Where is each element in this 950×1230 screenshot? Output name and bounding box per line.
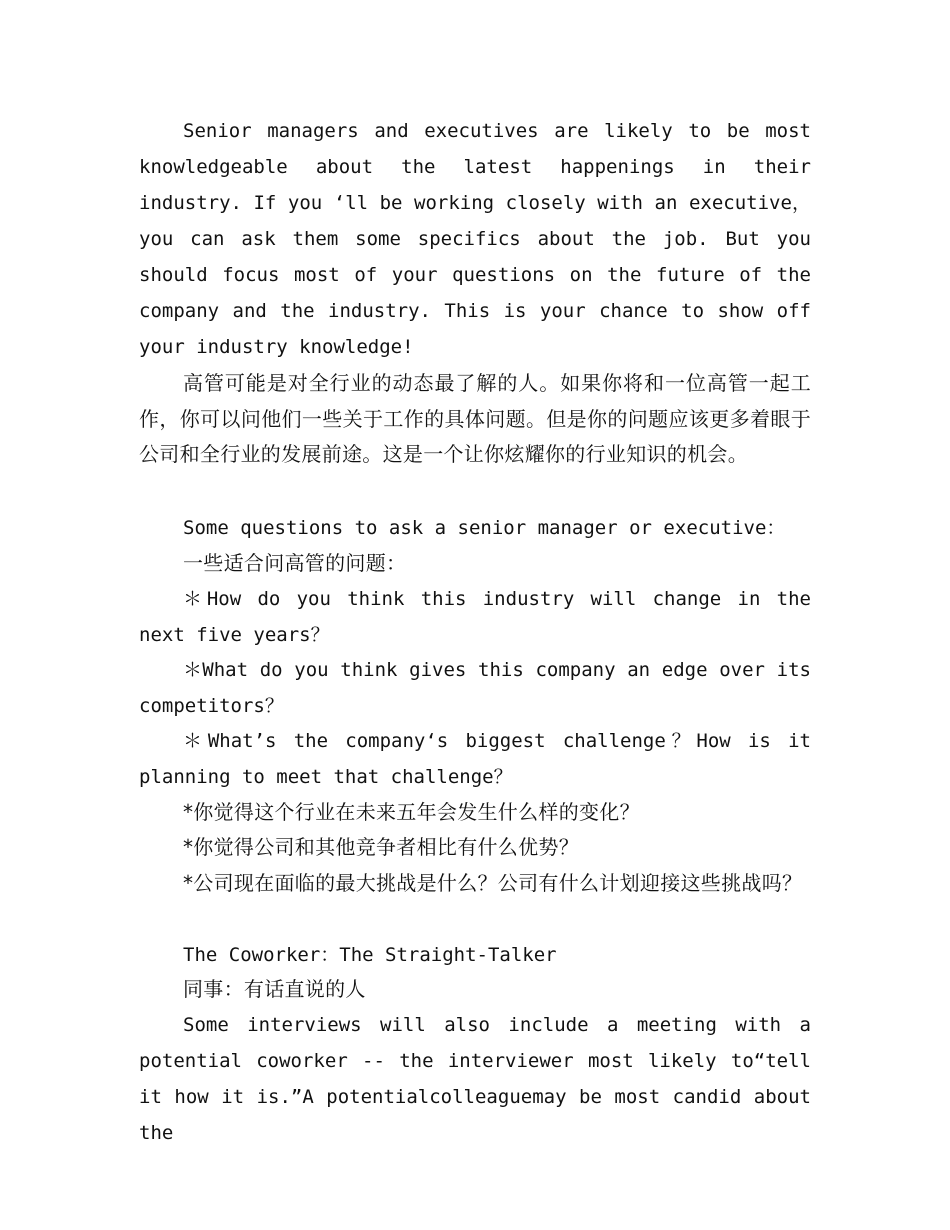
question-item-zh-1: *你觉得这个行业在未来五年会发生什么样的变化？ bbox=[183, 800, 640, 824]
paragraph-questions-heading-zh: 一些适合问高管的问题： bbox=[183, 551, 407, 575]
paragraph-executives-zh: 高管可能是对全行业的动态最了解的人。如果你将和一位高管一起工作，你可以问他们一些关于工作的具体问题。但是你的问题应该更多着眼于公司和全行业的发展前途。这是一个让你炫耀你的行业知识的机会。 bbox=[139, 371, 811, 466]
question-item-zh-2: *你觉得公司和其他竞争者相比有什么优势？ bbox=[183, 835, 579, 859]
paragraph-coworker-en: Some interviews will also include a meeting with a potential coworker -- the interviewer most likely to“tell it how it is.”A potentialcolleaguemay be most candid about the bbox=[139, 1014, 811, 1144]
section-heading-coworker-zh: 同事：有话直说的人 bbox=[183, 977, 366, 1001]
paragraph-executives-en: Senior managers and executives are likely to be most knowledgeable about the latest happenings in their industry. If you ‘ll be working closely with an executive，you can ask them some specifics about the job. But you should focus most of your questions on the future of the company and the industry. This is your chance to show off your industry knowledge! bbox=[139, 120, 811, 358]
question-item-en-3: ＊What’s the company‘s biggest challenge？How is it planning to meet that challenge？ bbox=[139, 730, 811, 788]
question-item-en-1: ＊How do you think this industry will change in the next five years？ bbox=[139, 588, 811, 646]
section-heading-coworker-en: The Coworker：The Straight-Talker bbox=[183, 944, 557, 966]
paragraph-questions-heading-en: Some questions to ask a senior manager or executive： bbox=[183, 517, 786, 539]
question-item-zh-3: *公司现在面临的最大挑战是什么？公司有什么计划迎接这些挑战吗？ bbox=[183, 871, 803, 895]
question-item-en-2: ＊What do you think gives this company an edge over its competitors？ bbox=[139, 659, 811, 717]
